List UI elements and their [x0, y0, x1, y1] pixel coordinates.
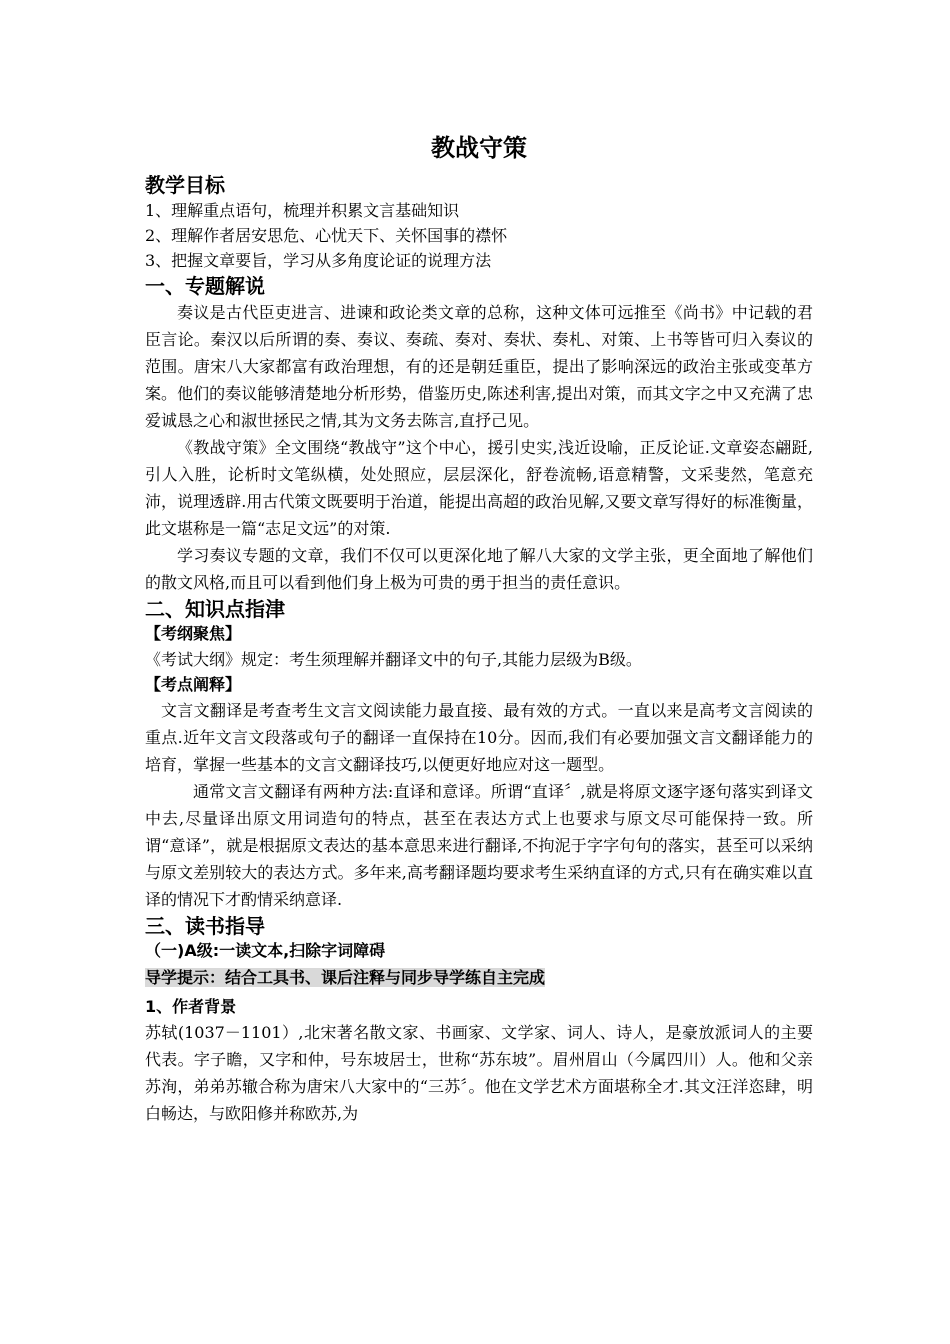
goal-item-1: 1、理解重点语句，梳理并积累文言基础知识 — [145, 201, 460, 220]
section-3-subheading: （一)A级:一读文本,扫除字词障碍 — [145, 941, 386, 960]
section-2-paragraph-2: 通常文言文翻译有两种方法:直译和意译。所谓“直译〞,就是将原文逐字逐句落实到译文中去,尽量译出原文用词造句的特点，甚至在表达方式上也要求与原文尽可能保持一致。所谓“意译”，就是根据原文表达的基本意思来进行翻译,不拘泥于字字句句的落实，甚至可以采纳与原文差别较大的表达方式。多年来,高考翻译题均要求考生采纳直译的方式,只有在确实难以直译的情况下才酌情采纳意译. — [145, 782, 813, 909]
section-1-paragraph-2: 《教战守策》全文围绕“教战守”这个中心，援引史实,浅近设喻，正反论证.文章姿态翩跹,引人入胜，论析时文笔纵横，处处照应，层层深化，舒卷流畅,语意精警，文采斐然，笔意充沛，说理透辟.用古代策文既要明于治道，能提出高超的政治见解,又要文章写得好的标准衡量，此文堪称是一篇“志足文远”的对策. — [145, 438, 813, 538]
exam-focus-tag: 【考纲聚焦】 — [145, 624, 242, 643]
document-title: 教战守策 — [431, 134, 527, 162]
goals-heading: 教学目标 — [145, 173, 225, 197]
author-background-text: 苏轼(1037－1101）,北宋著名散文家、书画家、文学家、词人、诗人，是豪放派词人的主要代表。字子瞻，又字和仲，号东坡居士，世称“苏东坡”。眉州眉山（今属四川）人。他和父亲苏洵，弟弟苏辙合称为唐宋八大家中的“三苏〞。他在文学艺术方面堪称全才.其文汪洋恣肆，明白畅达，与欧阳修并称欧苏,为 — [145, 1023, 813, 1123]
guide-hint-text: 导学提示：结合工具书、课后注释与同步导学练自主完成 — [145, 968, 546, 987]
goal-item-3: 3、把握文章要旨，学习从多角度论证的说理方法 — [145, 251, 492, 270]
document-page — [145, 130, 813, 1127]
section-1-heading: 一、专题解说 — [145, 274, 265, 298]
section-1-paragraph-1: 奏议是古代臣吏进言、进谏和政论类文章的总称，这种文体可远推至《尚书》中记载的君臣言论。秦汉以后所谓的奏、奏议、奏疏、奏对、奏状、奏札、对策、上书等皆可归入奏议的范围。唐宋八大家都富有政治理想，有的还是朝廷重臣，提出了影响深远的政治主张或变革方案。他们的奏议能够清楚地分析形势，借鉴历史,陈述利害,提出对策，而其文字之中又充满了忠爱诚恳之心和淑世拯民之情,其为文务去陈言,直抒己见。 — [145, 303, 813, 430]
author-background-heading: 1、作者背景 — [145, 997, 237, 1016]
section-1-paragraph-3: 学习奏议专题的文章，我们不仅可以更深化地了解八大家的文学主张，更全面地了解他们的散文风格,而且可以看到他们身上极为可贵的勇于担当的责任意识。 — [145, 546, 813, 592]
exam-point-tag: 【考点阐释】 — [145, 675, 242, 694]
section-2-paragraph-1: 文言文翻译是考查考生文言文阅读能力最直接、最有效的方式。一直以来是高考文言阅读的重点.近年文言文段落或句子的翻译一直保持在10分。因而,我们有必要加强文言文翻译能力的培育，掌握一些基本的文言文翻译技巧,以便更好地应对这一题型。 — [145, 701, 813, 774]
section-2-heading: 二、知识点指津 — [145, 597, 285, 621]
goal-item-2: 2、理解作者居安思危、心忧天下、关怀国事的襟怀 — [145, 226, 508, 245]
exam-focus-text: 《考试大纲》规定：考生须理解并翻译文中的句子,其能力层级为B级。 — [145, 650, 642, 669]
section-3-heading: 三、读书指导 — [145, 914, 265, 938]
guide-hint — [145, 965, 813, 991]
